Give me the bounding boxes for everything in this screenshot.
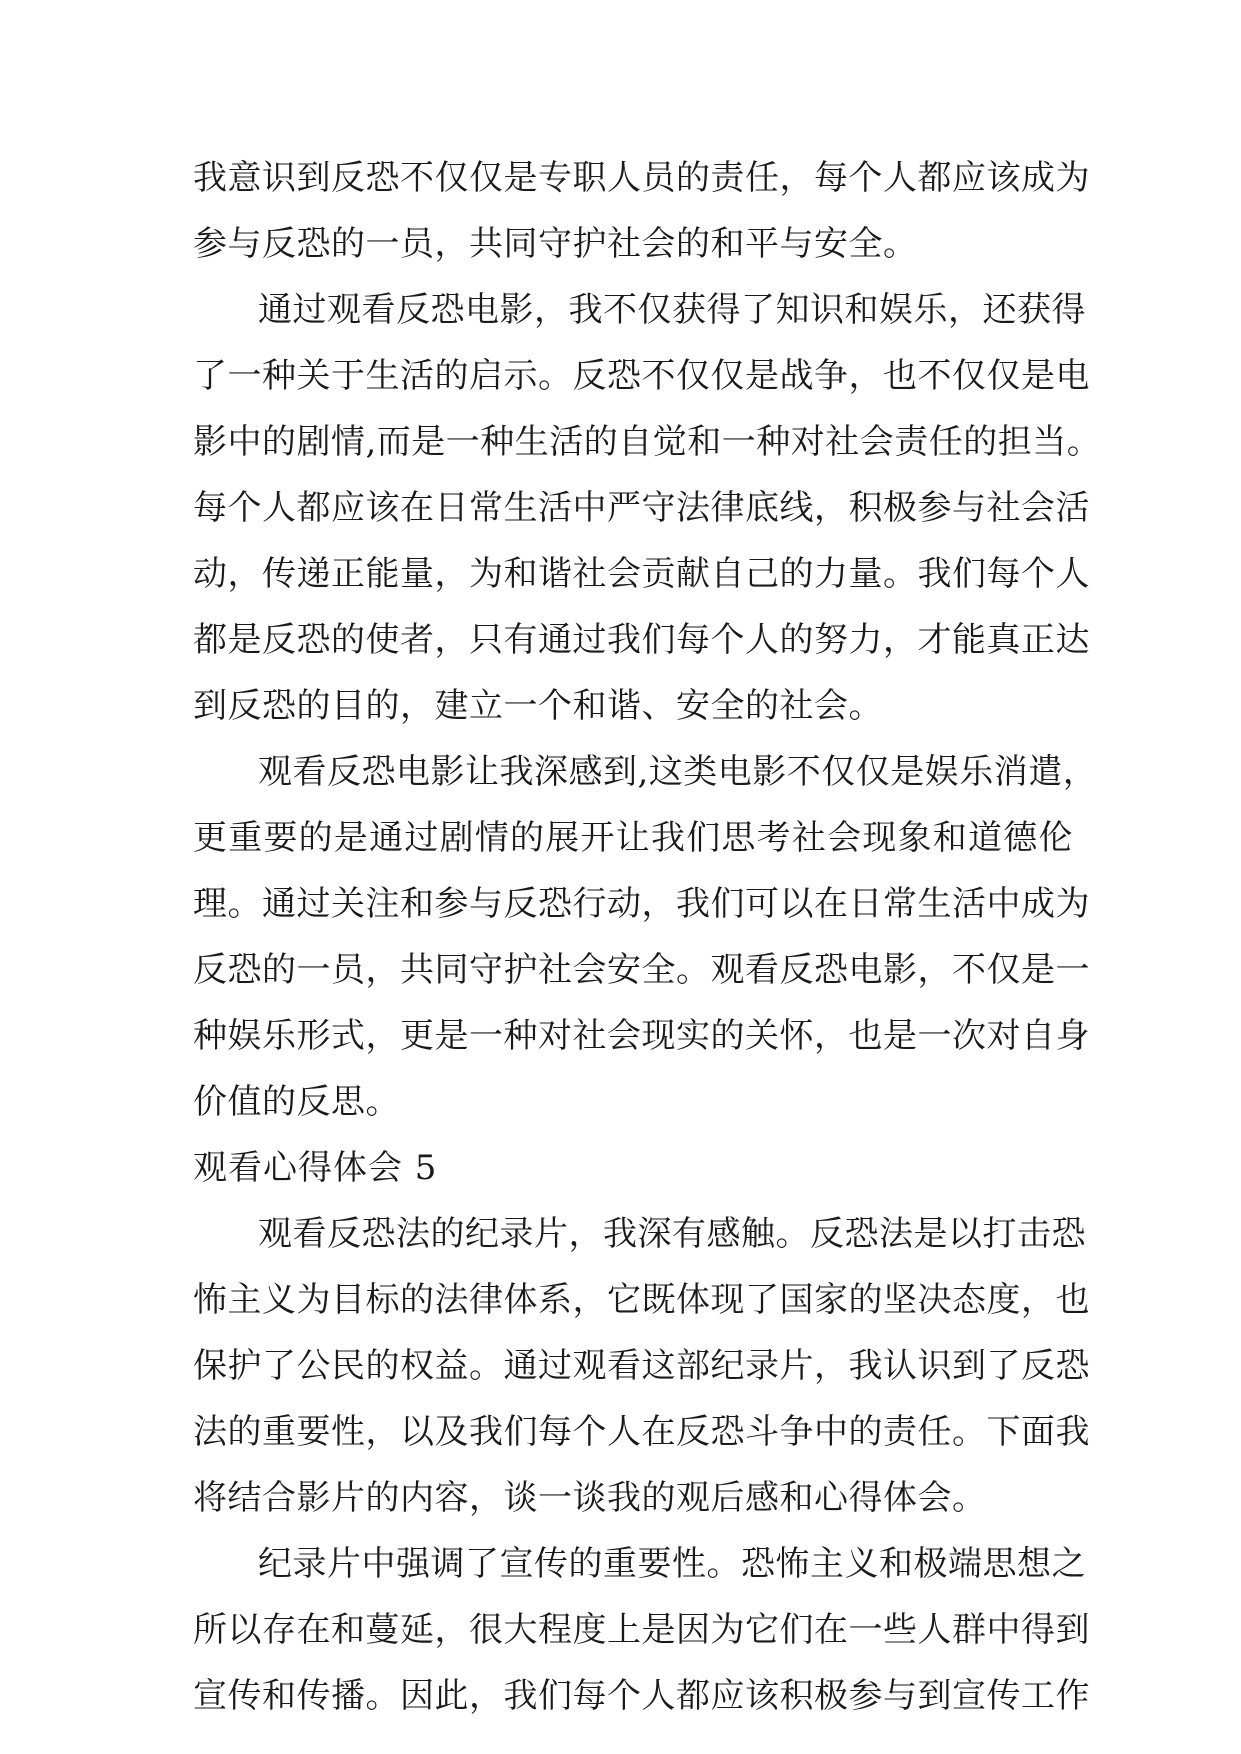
text-line: 更重要的是通过剧情的展开让我们思考社会现象和道德伦 — [193, 818, 1073, 858]
text-line: 理。通过关注和参与反恐行动，我们可以在日常生活中成为 — [193, 884, 1090, 924]
text-line: 每个人都应该在日常生活中严守法律底线，积极参与社会活 — [193, 488, 1090, 528]
heading-text: 观看心得体会 5 — [193, 1148, 438, 1188]
text-line: 参与反恐的一员，共同守护社会的和平与安全。 — [193, 224, 918, 264]
text-line: 将结合影片的内容，谈一谈我的观后感和心得体会。 — [193, 1478, 987, 1518]
text-line: 到反恐的目的，建立一个和谐、安全的社会。 — [193, 686, 883, 726]
text-line: 宣传和传播。因此，我们每个人都应该积极参与到宣传工作 — [193, 1676, 1090, 1716]
text-line: 通过观看反恐电影，我不仅获得了知识和娱乐，还获得 — [258, 290, 1086, 330]
text-line: 我意识到反恐不仅仅是专职人员的责任，每个人都应该成为 — [193, 158, 1090, 198]
text-line: 了一种关于生活的启示。反恐不仅仅是战争，也不仅仅是电 — [193, 356, 1090, 396]
text-line: 所以存在和蔓延，很大程度上是因为它们在一些人群中得到 — [193, 1610, 1090, 1650]
text-line: 动，传递正能量，为和谐社会贡献自己的力量。我们每个人 — [193, 554, 1090, 594]
text-line: 观看反恐法的纪录片，我深有感触。反恐法是以打击恐 — [258, 1214, 1086, 1254]
text-line: 价值的反思。 — [193, 1082, 400, 1122]
text-line: 影中的剧情,而是一种生活的自觉和一种对社会责任的担当。 — [193, 422, 1102, 462]
text-line: 种娱乐形式，更是一种对社会现实的关怀，也是一次对自身 — [193, 1016, 1090, 1056]
text-line: 都是反恐的使者，只有通过我们每个人的努力，才能真正达 — [193, 620, 1090, 660]
text-line: 保护了公民的权益。通过观看这部纪录片，我认识到了反恐 — [193, 1346, 1090, 1386]
text-line: 观看反恐电影让我深感到,这类电影不仅仅是娱乐消遣， — [258, 752, 1098, 792]
text-line: 怖主义为目标的法律体系，它既体现了国家的坚决态度，也 — [193, 1280, 1090, 1320]
text-line: 法的重要性，以及我们每个人在反恐斗争中的责任。下面我 — [193, 1412, 1090, 1452]
text-line: 反恐的一员，共同守护社会安全。观看反恐电影，不仅是一 — [193, 950, 1090, 990]
text-line: 纪录片中强调了宣传的重要性。恐怖主义和极端思想之 — [258, 1544, 1086, 1584]
